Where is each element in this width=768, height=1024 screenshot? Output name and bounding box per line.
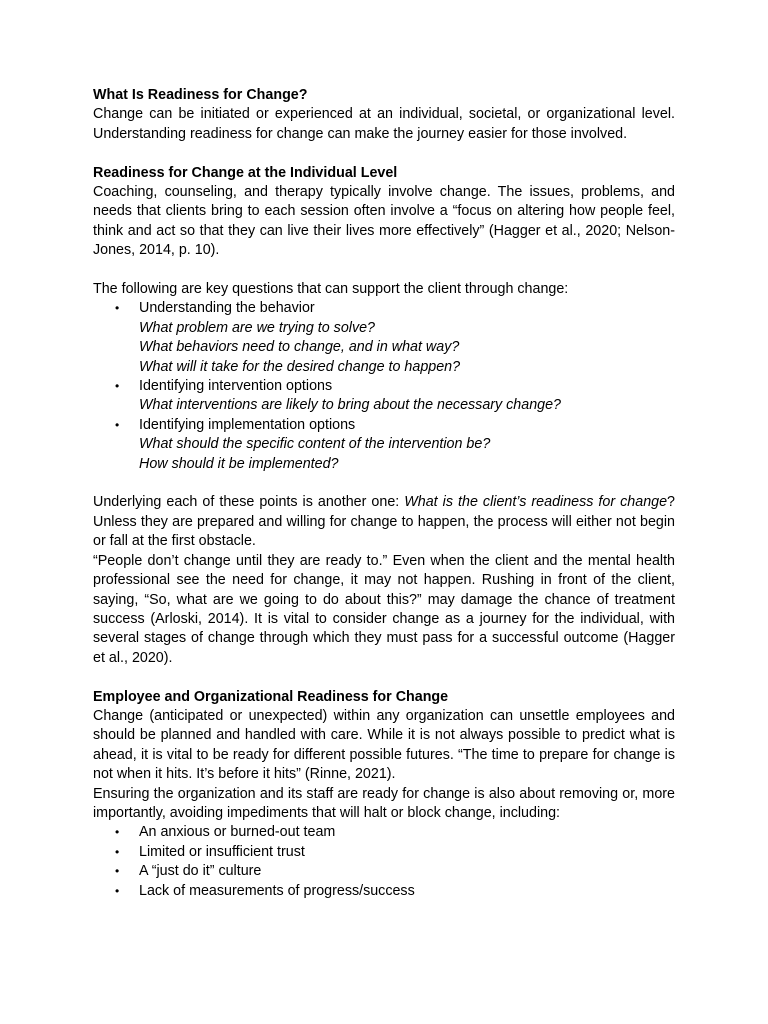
question-text: What interventions are likely to bring about the necessary change? (139, 397, 562, 414)
underlying-text-end: ? Unless they are prepared and willing for change to happen, the process will either not begin or fall at the first obstacle. (93, 494, 675, 550)
list-item (93, 843, 675, 862)
paragraph-intro: Change can be initiated or experienced at an individual, societal, or organizational level. Understanding readiness for change can make the journey easier for those involved. (93, 106, 675, 142)
bullet-icon: • (115, 883, 120, 898)
list-item (93, 882, 675, 901)
document-page (93, 86, 675, 901)
paragraph-underlying (93, 493, 675, 551)
bullet-icon: • (115, 379, 120, 394)
heading-organizational-level: Employee and Organizational Readiness for Change (93, 688, 449, 705)
underlying-italic-question: What is the client’s readiness for change (404, 494, 668, 511)
list-item (93, 823, 675, 842)
paragraph-organizational: Change (anticipated or unexpected) within any organization can unsettle employees and should be planned and handled with care. While it is not always possible to predict what is ahead, it is vital to be ready for different possible futures. “The time to prepare for change is not when it hits. It’s before it hits” (Rinne, 2021). (93, 707, 675, 783)
list-item-text: Limited or insufficient trust (139, 843, 305, 860)
underlying-text-start: Underlying each of these points is another one: (93, 494, 405, 511)
bullet-label: Identifying intervention options (139, 378, 333, 395)
question-text: How should it be implemented? (139, 455, 339, 472)
paragraph-individual: Coaching, counseling, and therapy typically involve change. The issues, problems, and needs that clients bring to each session often involve a “focus on altering how people feel, think and act so that they can live their lives more effectively” (Hagger et al., 2020; Nelson-Jones, 2014, p. 10). (93, 184, 675, 259)
bullet-icon: • (115, 844, 120, 859)
bullet-icon: • (115, 417, 120, 432)
paragraph-people-quote: “People don’t change until they are ready to.” Even when the client and the mental health professional see the need for change, it may not happen. Rushing in front of the client, saying, “So, what are we going to do about this?” may damage the chance of treatment success (Arloski, 2014). It is vital to consider change as a journey for the individual, with several stages of change through which they must pass for a successful outcome (Hagger et al., 2020). (93, 552, 675, 666)
list-item-text: An anxious or burned-out team (139, 824, 336, 841)
heading-what-is-readiness: What Is Readiness for Change? (93, 87, 308, 103)
key-questions-list (93, 299, 675, 474)
bullet-icon: • (115, 825, 120, 840)
bullet-label: Understanding the behavior (139, 300, 315, 317)
bullet-icon: • (115, 864, 120, 879)
question-text: What will it take for the desired change to happen? (139, 358, 461, 375)
list-item (93, 862, 675, 881)
paragraph-key-questions: The following are key questions that can support the client through change: (93, 281, 569, 298)
impediments-list (93, 823, 675, 901)
heading-individual-level: Readiness for Change at the Individual Level (93, 164, 398, 181)
list-item-understanding (93, 299, 675, 377)
bullet-label: Identifying implementation options (139, 416, 356, 433)
question-text: What should the specific content of the intervention be? (139, 436, 491, 453)
list-item-text: Lack of measurements of progress/success (139, 882, 415, 899)
question-text: What behaviors need to change, and in what way? (139, 339, 460, 356)
paragraph-impediments: Ensuring the organization and its staff are ready for change is also about removing or, more importantly, avoiding impediments that will halt or block change, including: (93, 785, 675, 821)
list-item-implementation (93, 416, 675, 474)
list-item-text: A “just do it” culture (139, 863, 262, 880)
question-text: What problem are we trying to solve? (139, 319, 376, 336)
bullet-icon: • (115, 301, 120, 316)
list-item-intervention (93, 377, 675, 416)
